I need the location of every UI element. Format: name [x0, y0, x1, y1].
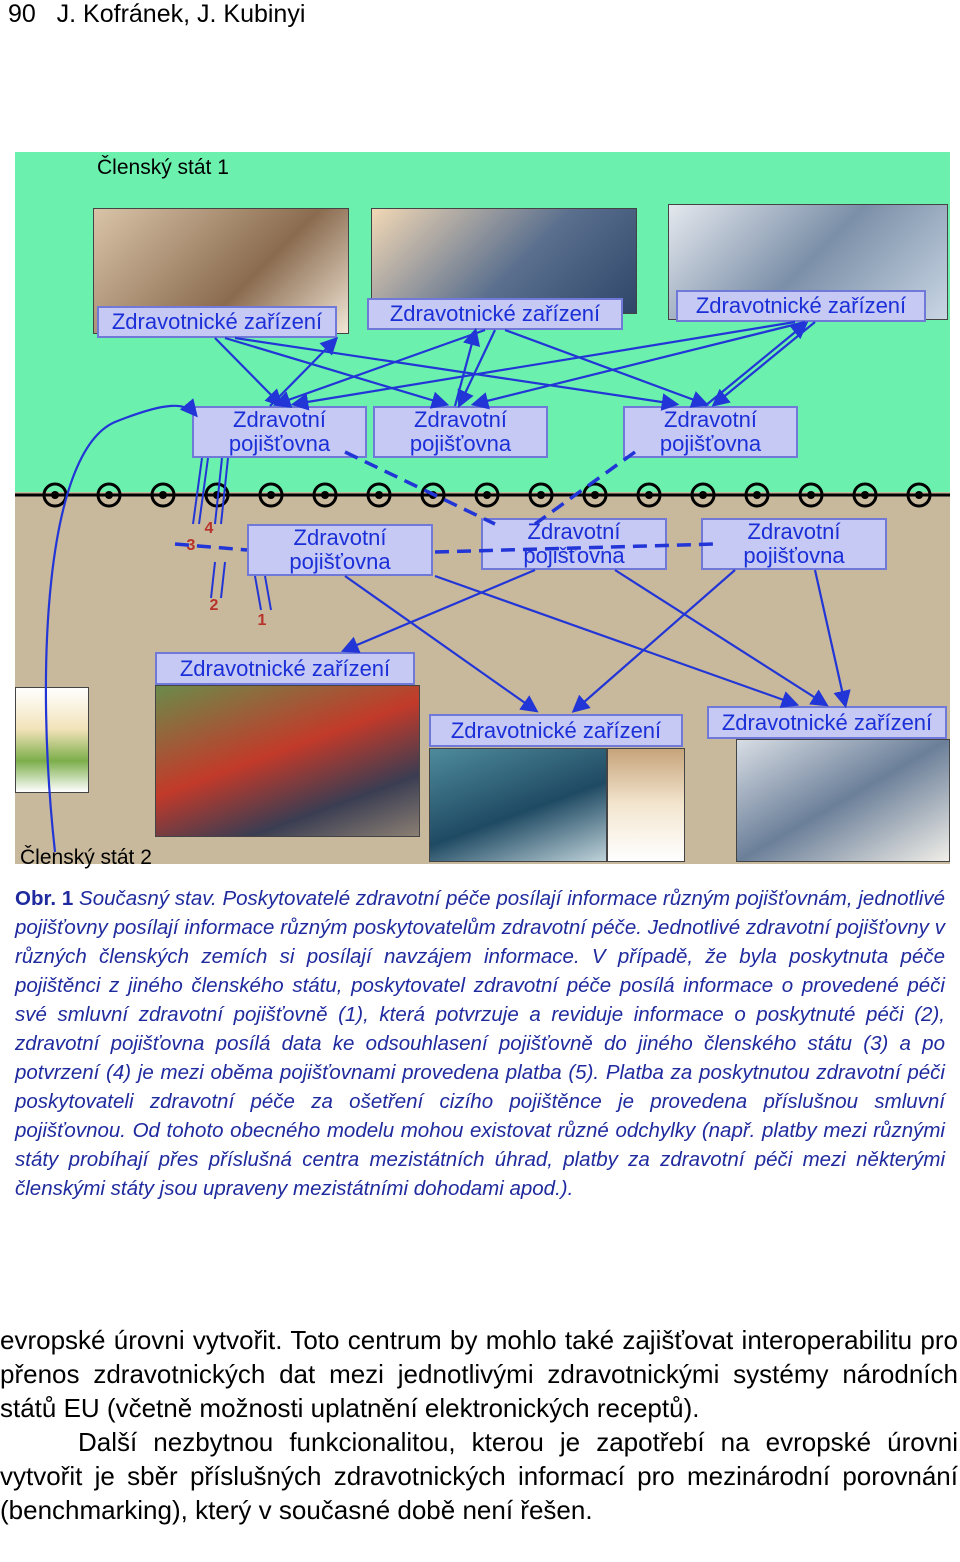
member-state-2-label: Členský stát 2	[20, 846, 152, 869]
body-paragraph-2: Další nezbytnou funkcionalitou, kterou je zapotřebí na evropské úrovni vytvořit je sběr příslušných zdravotnických informací pro mezinárodní porovnání (benchmarking), který v současné době není řešen.	[0, 1427, 958, 1525]
step-number-4: 4	[204, 520, 214, 537]
body-text	[0, 1323, 958, 1527]
facility-box-s2-2: Zdravotnické zařízení	[429, 714, 683, 747]
figure-caption	[15, 884, 945, 1203]
caption-title: Současný stav.	[79, 887, 217, 910]
insurer-line2: pojišťovna	[409, 431, 512, 456]
insurer-line2: pojišťovna	[659, 431, 762, 456]
insurer-line1: Zdravotní	[527, 519, 621, 544]
facility-box-s2-3: Zdravotnické zařízení	[707, 706, 947, 739]
page-header	[8, 0, 305, 29]
figure	[15, 152, 950, 869]
page-number: 90	[8, 0, 36, 28]
insurer-line2: pojišťovna	[743, 543, 845, 568]
caption-label: Obr. 1	[15, 887, 74, 910]
authors: J. Kofránek, J. Kubinyi	[56, 0, 306, 28]
facility-box-s2-1: Zdravotnické zařízení	[155, 652, 415, 685]
body-paragraph-1: evropské úrovni vytvořit. Toto centrum by mohlo také zajišťovat interoperabilitu pro přenos zdravotnických dat mezi jednotlivými zdravotnickými systémy národních států EU (včetně možnosti uplatnění elektronických receptů).	[0, 1325, 958, 1423]
caption-text-1: Poskytovatelé zdravotní péče posílají informace různým pojišťovnám, jednotlivé pojišťovny posílají informace různým poskytovatelům zdravotní péče. Jednotlivé zdravotní pojišťovny v různých členských zemích si posílají navzájem informace.	[15, 887, 945, 968]
insurer-line2: pojišťovna	[289, 549, 391, 574]
facility-box-s1-3: Zdravotnické zařízení	[676, 290, 926, 322]
insurer-line1: Zdravotní	[747, 519, 841, 544]
step-number-3: 3	[186, 537, 196, 554]
caption-text-2: V případě, že byla poskytnuta péče pojištěnci z jiného členského státu, poskytovatel zdravotní péče posílá informace o provedené péči své smluvní zdravotní pojišťovně (1), která potvrzuje a reviduje informace o poskytnuté péči (2), zdravotní pojišťovna posílá data ke odsouhlasení pojišťovně do jiného členského státu (3) a po potvrzení (4) je mezi oběma pojišťovnami provedena platba (5).	[15, 945, 945, 1084]
insurer-line1: Zdravotní	[664, 407, 757, 432]
facility-box-s1-2: Zdravotnické zařízení	[367, 298, 623, 330]
insurer-line1: Zdravotní	[293, 525, 387, 550]
caption-text-3: Platba za poskytnutou zdravotní péči poskytovateli zdravotní péče za ošetření cizího pojištěnce je provedena příslušnou smluvní pojišťovnou. Od tohoto obecného modelu mohou existovat různé odchylky (např. platby mezi různými státy probíhají přes příslušná centra mezistátních úhrad, platby za zdravotní péči mezi některými členskými státy jsou upraveny mezistátními dohodami apod.).	[15, 1061, 945, 1200]
member-state-1-label: Členský stát 1	[97, 156, 229, 179]
facility-box-s1-1: Zdravotnické zařízení	[97, 306, 337, 338]
information-arrows	[15, 152, 950, 864]
insurer-line2: pojišťovna	[228, 431, 331, 456]
insurer-line1: Zdravotní	[414, 407, 507, 432]
insurer-line2: pojišťovna	[523, 543, 625, 568]
step-number-2: 2	[209, 597, 219, 614]
step-number-1: 1	[257, 612, 267, 629]
insurer-line1: Zdravotní	[233, 407, 326, 432]
